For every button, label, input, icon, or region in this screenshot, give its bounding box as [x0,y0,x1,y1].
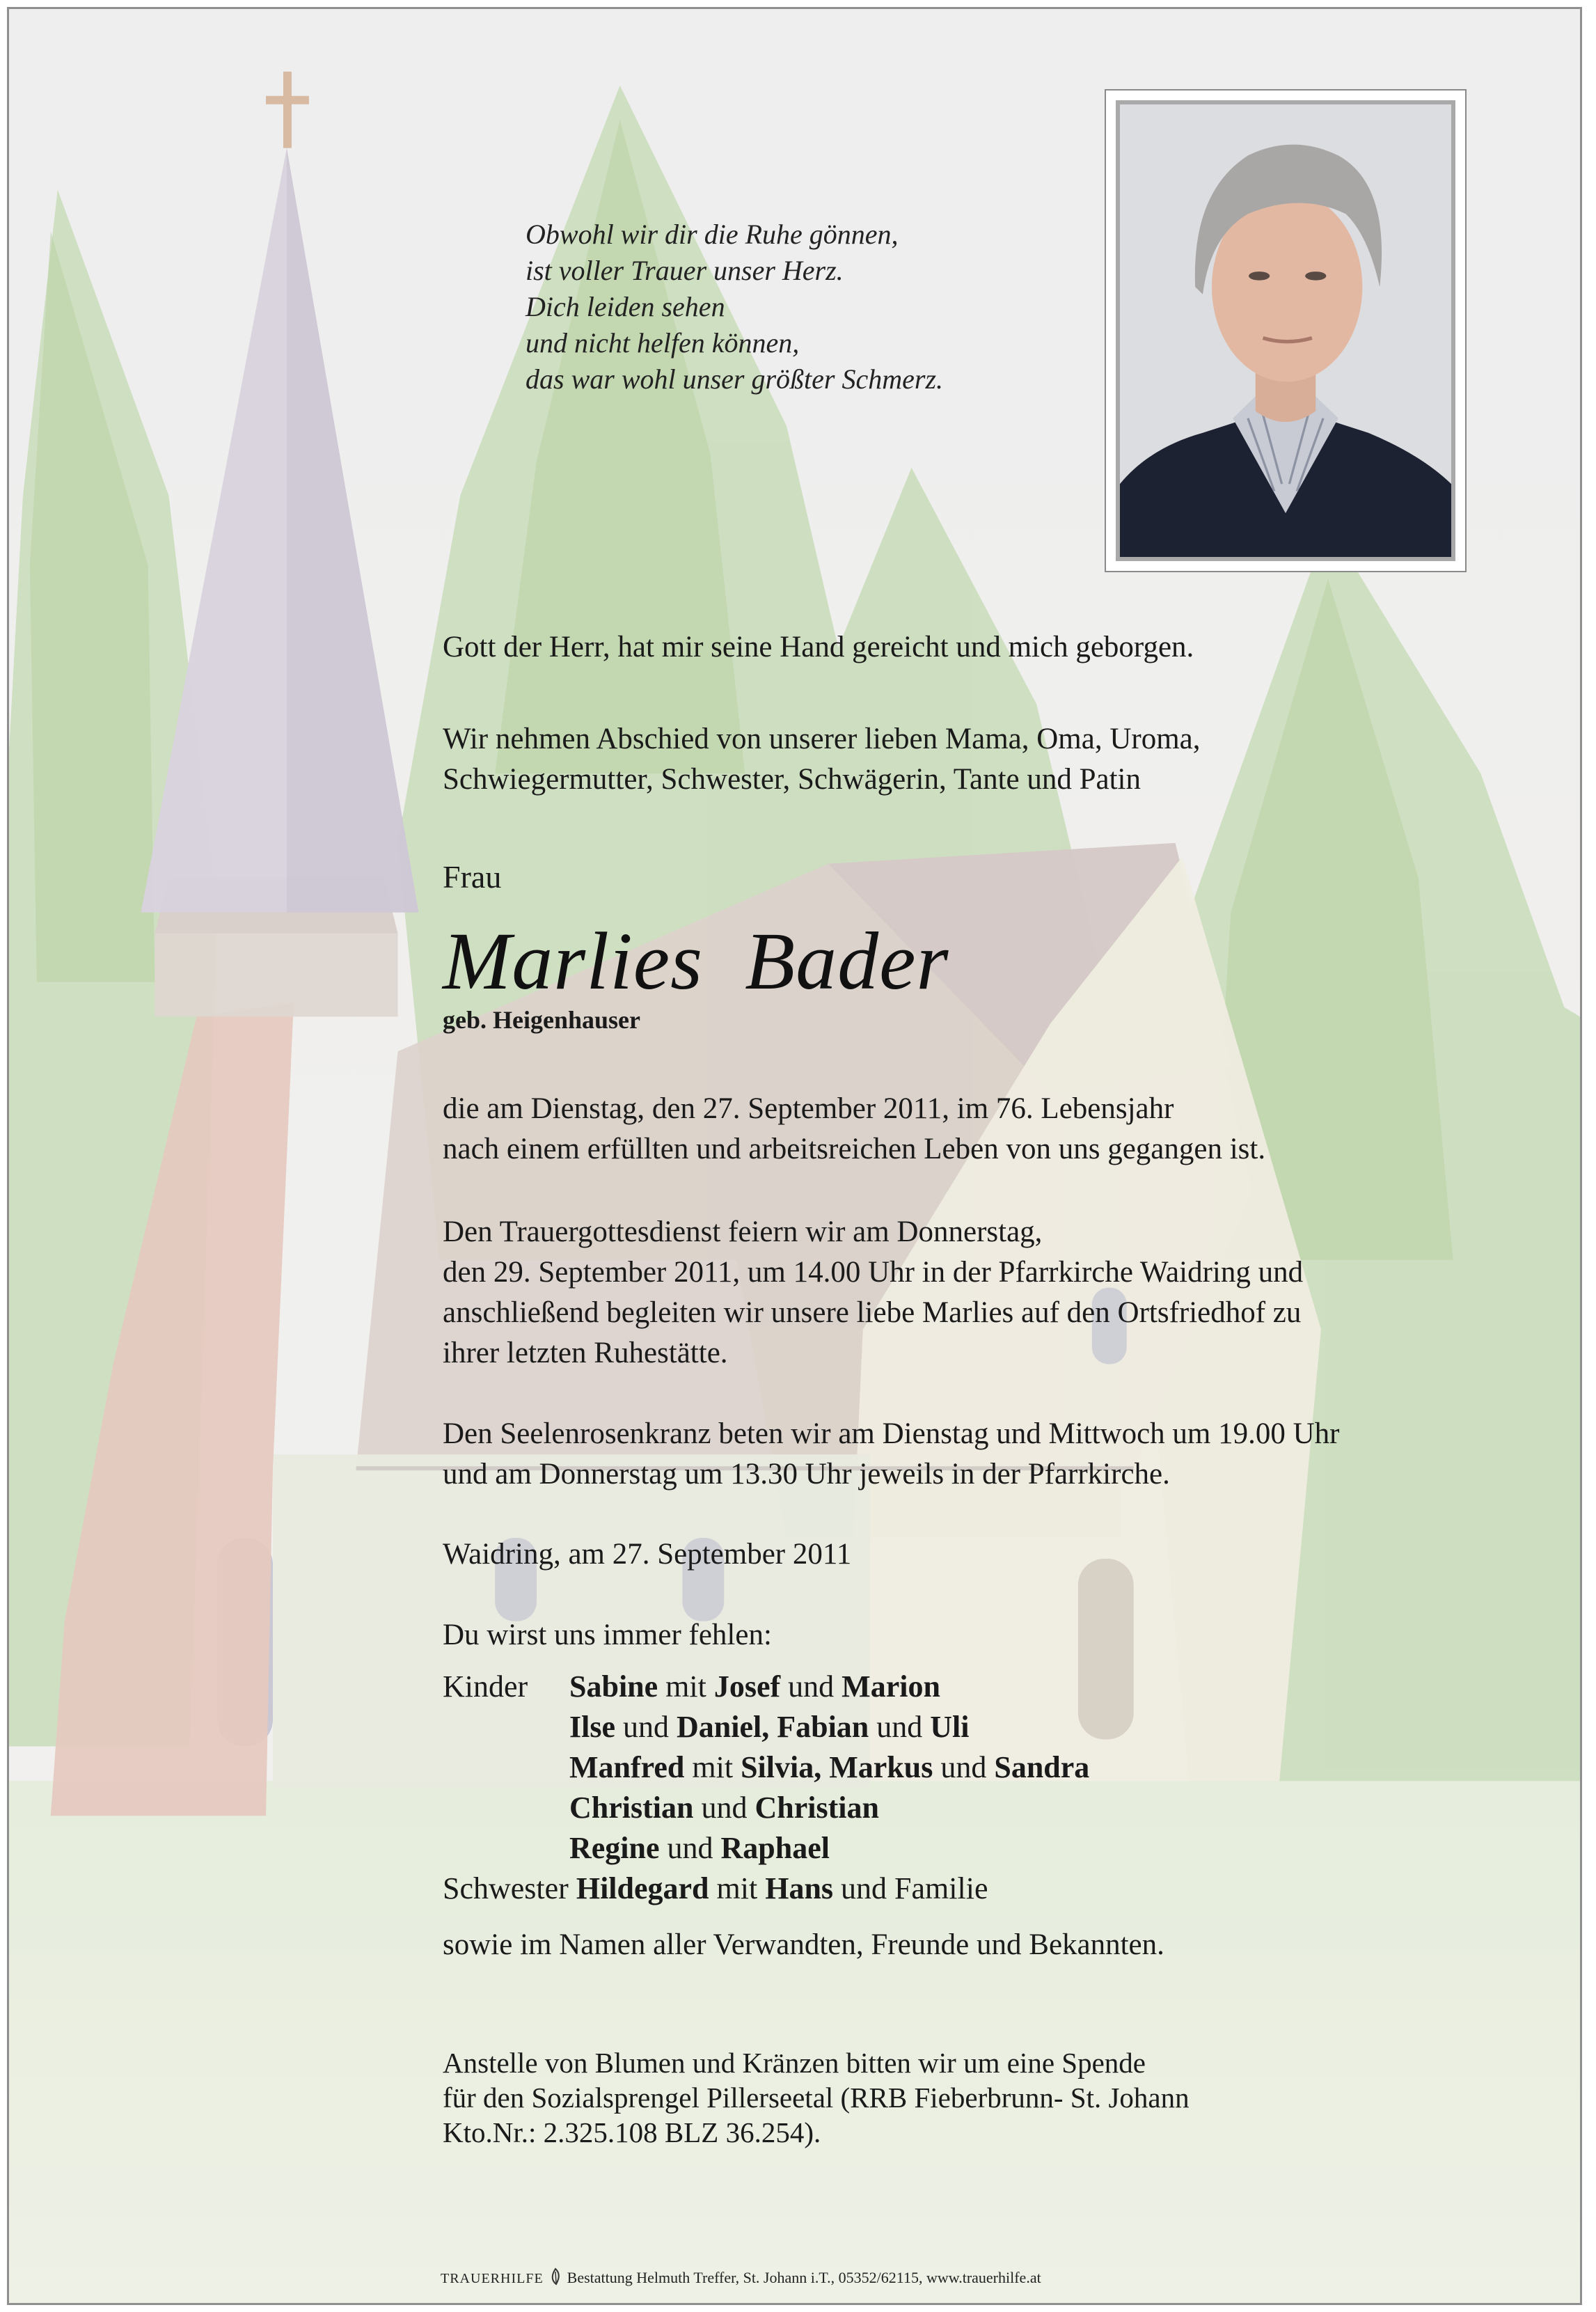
name-bold: Raphael [720,1831,830,1865]
text-run: und [869,1710,931,1744]
rosary-line: und am Donnerstag um 13.30 Uhr jeweils in der Pfarrkirche. [443,1458,1170,1491]
farewell-line: Wir nehmen Abschied von unserer lieben Mama, Oma, Uroma, [443,723,1201,755]
name-bold: Uli [930,1710,970,1744]
portrait-frame [1105,89,1467,572]
name-bold: Hildegard [576,1871,709,1905]
text-run: und Familie [833,1871,988,1905]
name-bold: Sabine [569,1669,658,1704]
relatives-text: sowie im Namen aller Verwandten, Freunde und Bekannten. [443,1928,1164,1961]
service-line: ihrer letzten Ruhestätte. [443,1337,728,1369]
death-line: nach einem erfüllten und arbeitsreichen Leben von uns gegangen ist. [443,1133,1266,1165]
place-date: Waidring, am 27. September 2011 [443,1538,852,1571]
service-line: Den Trauergottesdienst feiern wir am Donnerstag, [443,1216,1043,1248]
name-bold: Manfred [569,1750,685,1784]
name-bold: Sandra [994,1750,1090,1784]
text-run: und [615,1710,677,1744]
last-name: Bader [745,915,949,1007]
name-bold: Ilse [569,1710,615,1744]
children-entry [569,1788,879,1828]
donation-line: Kto.Nr.: 2.325.108 BLZ 36.254). [443,2116,821,2148]
birth-name: geb. Heigenhauser [443,1006,640,1034]
text-run: und [933,1750,995,1784]
text-run: mit [709,1871,766,1905]
children-entry [569,1828,830,1869]
deceased-name [443,916,949,1007]
name-bold: Marion [842,1669,940,1704]
footer-text: Bestattung Helmuth Treffer, St. Johann i.T., 05352/62115, www.trauerhilfe.at [567,2269,1041,2286]
miss-you-text: Du wirst uns immer fehlen: [443,1619,772,1651]
leaf-logo-icon [548,2267,563,2286]
name-bold: Daniel, Fabian [677,1710,869,1744]
text-run: Schwester [443,1871,576,1905]
intro-text: Gott der Herr, hat mir seine Hand gereicht und mich geborgen. [443,631,1194,663]
children-entry [569,1747,1089,1788]
children-entry [569,1667,940,1707]
sister-entry [443,1869,988,1909]
portrait-photo [1116,100,1455,561]
poem-line: Obwohl wir dir die Ruhe gönnen, [526,219,899,250]
name-bold: Christian [754,1791,879,1825]
death-line: die am Dienstag, den 27. September 2011, im 76. Lebensjahr [443,1092,1174,1125]
text-run: mit [658,1669,714,1704]
children-entry [569,1707,970,1747]
service-line: anschließend begleiten wir unsere liebe Marlies auf den Ortsfriedhof zu [443,1296,1302,1329]
poem-line: das war wohl unser größter Schmerz. [526,363,944,395]
text-run: und [693,1791,755,1825]
name-bold: Regine [569,1831,660,1865]
text-run: und [780,1669,842,1704]
text-run: und [659,1831,721,1865]
name-bold: Silvia, Markus [741,1750,933,1784]
name-bold: Hans [765,1871,834,1905]
first-name: Marlies [443,915,704,1007]
donation-line: Anstelle von Blumen und Kränzen bitten wir um eine Spende [443,2047,1146,2079]
poem-line: ist voller Trauer unser Herz. [526,255,844,286]
poem-line: und nicht helfen können, [526,327,800,359]
salutation: Frau [443,859,502,895]
obituary-card [7,7,1582,2305]
poem-line: Dich leiden sehen [526,291,725,322]
farewell-line: Schwiegermutter, Schwester, Schwägerin, Tante und Patin [443,763,1141,796]
text-run: mit [684,1750,741,1784]
rosary-line: Den Seelenrosenkranz beten wir am Dienstag und Mittwoch um 19.00 Uhr [443,1417,1340,1450]
service-line: den 29. September 2011, um 14.00 Uhr in der Pfarrkirche Waidring und [443,1256,1304,1289]
donation-line: für den Sozialsprengel Pillerseetal (RRB Fieberbrunn- St. Johann [443,2082,1190,2114]
name-bold: Josef [713,1669,781,1704]
footer-brand: TRAUERHILFE [441,2271,544,2286]
children-label: Kinder [443,1669,528,1704]
memorial-poem [526,217,943,398]
footer [441,2267,1041,2287]
name-bold: Christian [569,1791,694,1825]
